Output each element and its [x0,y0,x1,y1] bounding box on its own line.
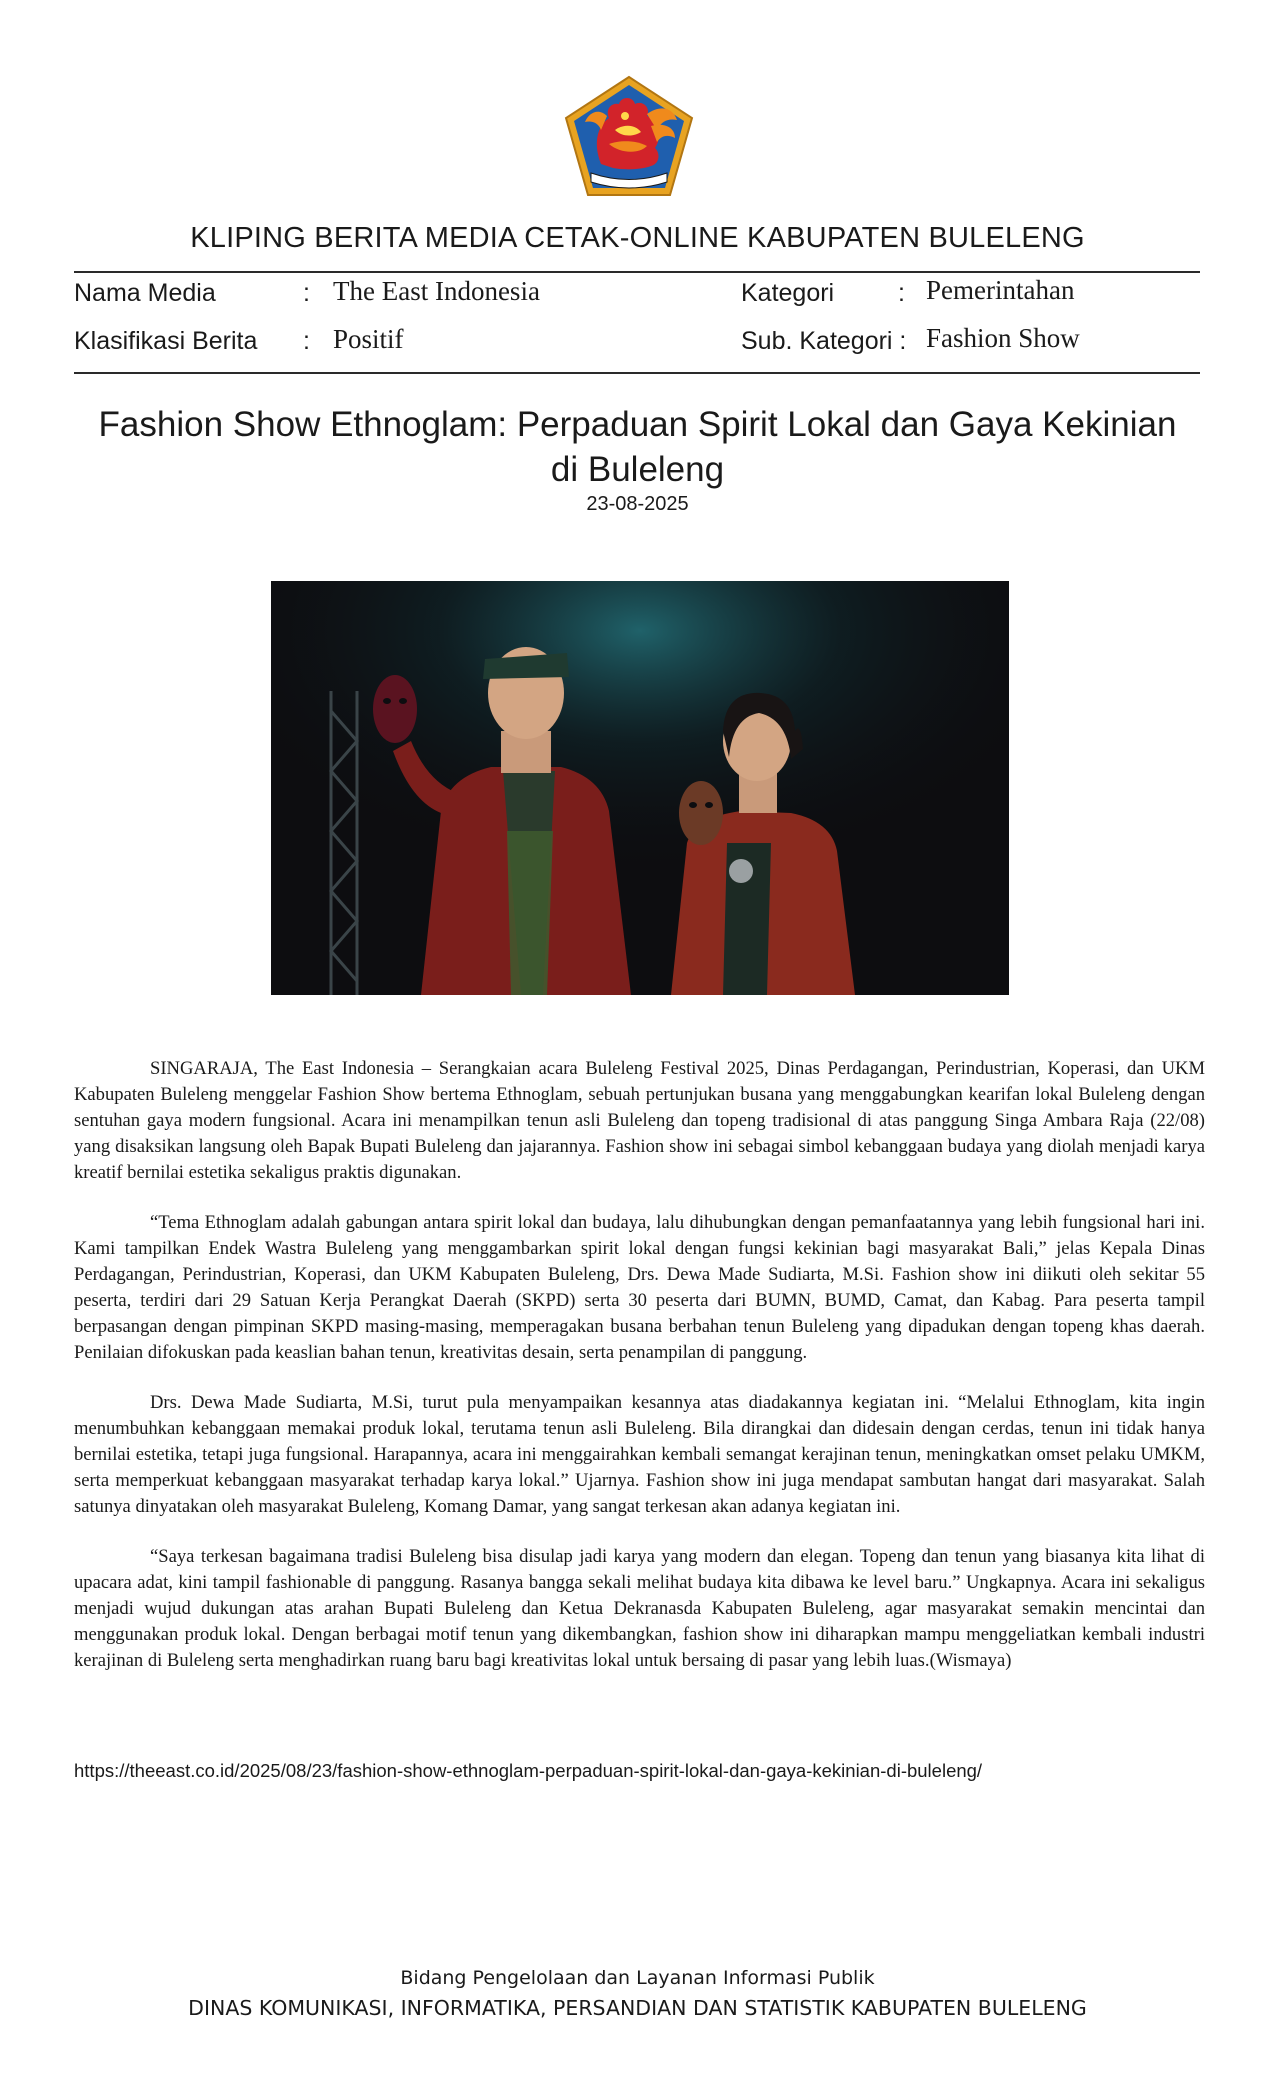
article-paragraph: SINGARAJA, The East Indonesia – Serangkaian acara Buleleng Festival 2025, Dinas Perdagangan, Perindustrian, Koperasi, dan UKM Kabupaten Buleleng menggelar Fashion Show bertema Ethnoglam, sebuah pertunjukan busana yang menggabungkan kearifan lokal Buleleng dengan sentuhan gaya modern fungsional. Acara ini menampilkan tenun asli Buleleng dan topeng tradisional di atas panggung Singa Ambara Raja (22/08) yang disaksikan langsung oleh Bapak Bupati Buleleng dan jajarannya. Fashion show ini sebagai simbol kebanggaan budaya yang diolah menjadi karya kreatif bernilai estetika sekaligus praktis digunakan. [74,1058,1205,1183]
classification-value: Positif [333,324,404,354]
footer-department: Bidang Pengelolaan dan Layanan Informasi Publik [400,1967,875,1989]
clipping-title: KLIPING BERITA MEDIA CETAK-ONLINE KABUPATEN BULELENG [190,222,1085,254]
header-divider-bottom [74,372,1200,374]
article-paragraph: Drs. Dewa Made Sudiarta, M.Si, turut pula menyampaikan kesannya atas diadakannya kegiatan ini. “Melalui Ethnoglam, kita ingin menumbuhkan kebanggaan memakai produk lokal, terutama tenun asli Buleleng. Bila dirangkai dan didesain dengan cerdas, tenun ini tidak hanya bernilai estetika, tetapi juga fungsional. Harapannya, acara ini menggairahkan kembali semangat kerajinan tenun, meningkatkan omset pelaku UMKM, serta memperkuat kebanggaan masyarakat terhadap karya lokal.” Ujarnya. Fashion show ini juga mendapat sambutan hangat dari masyarakat. Salah satunya dinyatakan oleh masyarakat Buleleng, Komang Damar, yang sangat terkesan akan adanya kegiatan ini. [74,1392,1205,1517]
article-headline: Fashion Show Ethnoglam: Perpaduan Spirit Lokal dan Gaya Kekinian di Buleleng [98,405,1177,489]
article-photo [271,581,1009,995]
category-colon: : [898,279,905,307]
media-name-label: Nama Media [74,279,216,307]
media-name-colon: : [303,279,310,307]
article-paragraph: “Saya terkesan bagaimana tradisi Buleleng bisa disulap jadi karya yang modern dan elegan. Topeng dan tenun yang biasanya kita lihat di upacara adat, kini tampil fashionable di panggung. Rasanya bangga sekali melihat budaya kita dibawa ke level baru.” Ungkapnya. Acara ini sekaligus menjadi wujud dukungan atas arahan Bupati Buleleng dan Ketua Dekranasda Kabupaten Buleleng, agar masyarakat semakin mencintai dan menggunakan produk lokal. Dengan berbagai motif tenun yang dikembangkan, fashion show ini diharapkan mampu menggeliatkan kembali industri kerajinan di Buleleng serta menghadirkan ruang baru bagi kreativitas lokal untuk bersaing di pasar yang lebih luas.(Wismaya) [74,1546,1205,1671]
source-url[interactable]: https://theeast.co.id/2025/08/23/fashion-show-ethnoglam-perpaduan-spirit-lokal-dan-gaya-kekinian-di-buleleng/ [74,1760,983,1781]
article-date: 23-08-2025 [586,493,689,515]
category-value: Pemerintahan [926,275,1075,305]
article-body [74,1056,1205,1698]
sub-category-label: Sub. Kategori : [741,327,907,355]
category-label: Kategori [741,279,835,307]
classification-colon: : [303,327,310,355]
footer-agency: DINAS KOMUNIKASI, INFORMATIKA, PERSANDIAN DAN STATISTIK KABUPATEN BULELENG [188,1996,1087,2020]
sub-category-value: Fashion Show [926,323,1080,353]
article-paragraph: “Tema Ethnoglam adalah gabungan antara spirit lokal dan budaya, lalu dihubungkan dengan pemanfaatannya yang lebih fungsional hari ini. Kami tampilkan Endek Wastra Buleleng yang menggambarkan spirit lokal dengan fungsi kekinian bagi masyarakat Bali,” jelas Kepala Dinas Perdagangan, Perindustrian, Koperasi, dan UKM Kabupaten Buleleng, Drs. Dewa Made Sudiarta, M.Si. Fashion show ini diikuti oleh sekitar 55 peserta, terdiri dari 29 Satuan Kerja Perangkat Daerah (SKPD) serta 30 peserta dari BUMN, BUMD, Camat, dan Kabag. Para peserta tampil berpasangan dengan pimpinan SKPD masing-masing, memperagakan busana berbahan tenun Buleleng yang dipadukan dengan topeng khas daerah. Penilaian difokuskan pada keaslian bahan tenun, kreativitas desain, serta penampilan di panggung. [74,1212,1205,1363]
classification-label: Klasifikasi Berita [74,327,258,355]
media-name-value: The East Indonesia [333,276,540,306]
header-divider-top [74,271,1200,273]
singa-ambara-raja-emblem-icon [563,74,695,198]
